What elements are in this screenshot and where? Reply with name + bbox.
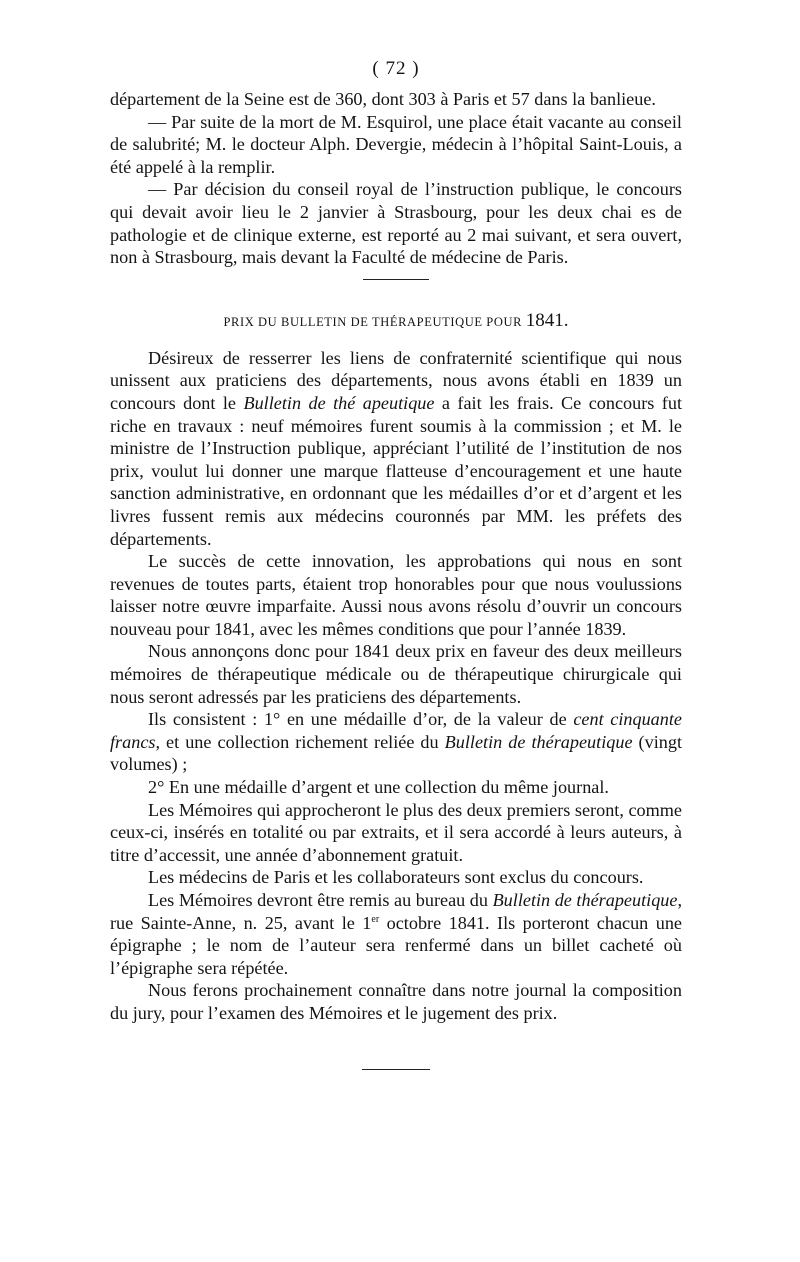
p8-text-a: Les Mémoires devront être remis au bureau du xyxy=(148,890,493,910)
paragraph-submission xyxy=(110,889,682,979)
section-heading-text: PRIX DU BULLETIN DE THÉRAPEUTIQUE POUR xyxy=(223,314,523,329)
paragraph-esquirol: — Par suite de la mort de M. Esquirol, une place était vacante au conseil de salubrité; M. le docteur Alph. Devergie, médecin à l’hôpital Saint-Louis, a été appelé à la remplir. xyxy=(110,111,682,177)
paragraph-exclusion: Les médecins de Paris et les collaborateurs sont exclus du concours. xyxy=(148,867,644,888)
closing-divider xyxy=(362,1069,430,1070)
section-heading-year: 1841. xyxy=(525,309,569,331)
paragraph-first-prize xyxy=(110,708,682,776)
paragraph-intro xyxy=(110,347,682,550)
document-page xyxy=(110,56,682,1070)
p1-text-c: a fait les frais. Ce concours fut riche en travaux : neuf mémoires furent soumis à la commission ; et M. le ministre de l’Instruction publique, appréciant l’utilité de l’institution de nos prix, voulut lui donner une marque flatteuse d’encouragement et une haute sanction administrative, en ordonnant que les médailles d’or et d’argent et les livres fussent remis aux médecins couronnés par MM. les préfets des départements. xyxy=(110,392,683,549)
paragraph-announcement: Nous annonçons donc pour 1841 deux prix en faveur des deux meilleurs mémoires de thérapeutique médicale ou de thérapeutique chirurgicale qui nous seront adressés par les praticiens des départements. xyxy=(110,641,682,707)
p4-text-c: , et une collection richement reliée du xyxy=(155,731,445,752)
paragraph-success: Le succès de cette innovation, les approbations qui nous en sont revenues de toutes parts, étaient trop honorables pour que nous voulussions laisser notre œuvre imparfaite. Aussi nous avons résolu d’ouvrir un concours nouveau pour 1841, avec les mêmes conditions que pour l’année 1839. xyxy=(110,551,682,639)
p4-journal-title: Bulletin de thérapeutique xyxy=(444,731,633,752)
p4-text-a: Ils consistent : 1° en une médaille d’or, de la valeur de xyxy=(148,709,574,730)
p1-journal-title: Bulletin de thé apeutique xyxy=(243,392,435,413)
section-heading xyxy=(110,310,682,333)
p1-text-a: Désireux de resserrer les liens de confraternité scientifique qui nous unissent aux praticiens des départements, nous avons établi en 1839 un concours dont le xyxy=(110,347,682,413)
paragraph-jury: Nous ferons prochainement connaître dans notre journal la composition du jury, pour l’examen des Mémoires et le jugement des prix. xyxy=(110,980,682,1023)
paragraph-continuation: département de la Seine est de 360, dont 303 à Paris et 57 dans la banlieue. xyxy=(110,89,656,109)
paragraph-concours-strasbourg: — Par décision du conseil royal de l’instruction publique, le concours qui devait avoir lieu le 2 janvier à Strasbourg, pour les deux chai es de pathologie et de clinique externe, est reporté au 2 mai suivant, et sera ouvert, non à Strasbourg, mais devant la Faculté de médecine de Paris. xyxy=(110,179,682,268)
p8-text-d: octobre 1841. Ils porteront chacun une épigraphe ; le nom de l’auteur sera renfermé dans un billet cacheté où l’épigraphe sera répétée. xyxy=(110,912,682,978)
page-number: ( 72 ) xyxy=(372,58,420,79)
paragraph-second-prize: 2° En une médaille d’argent et une collection du même journal. xyxy=(148,777,609,798)
p8-journal-title: Bulletin de thérapeutique xyxy=(492,890,678,910)
p4-amount: cent cinquante francs xyxy=(110,709,682,752)
p8-superscript: er xyxy=(371,913,380,925)
p8-text-c: , rue Sainte-Anne, n. 25, avant le 1 xyxy=(110,890,682,933)
paragraph-accessit: Les Mémoires qui approcheront le plus des deux premiers seront, comme ceux-ci, insérés en totalité ou par extraits, et il sera accordé à leurs auteurs, à titre d’accessit, une année d’abonnement gratuit. xyxy=(110,799,682,865)
p4-text-e: (vingt volumes) ; xyxy=(110,731,682,775)
section-divider xyxy=(363,279,429,280)
